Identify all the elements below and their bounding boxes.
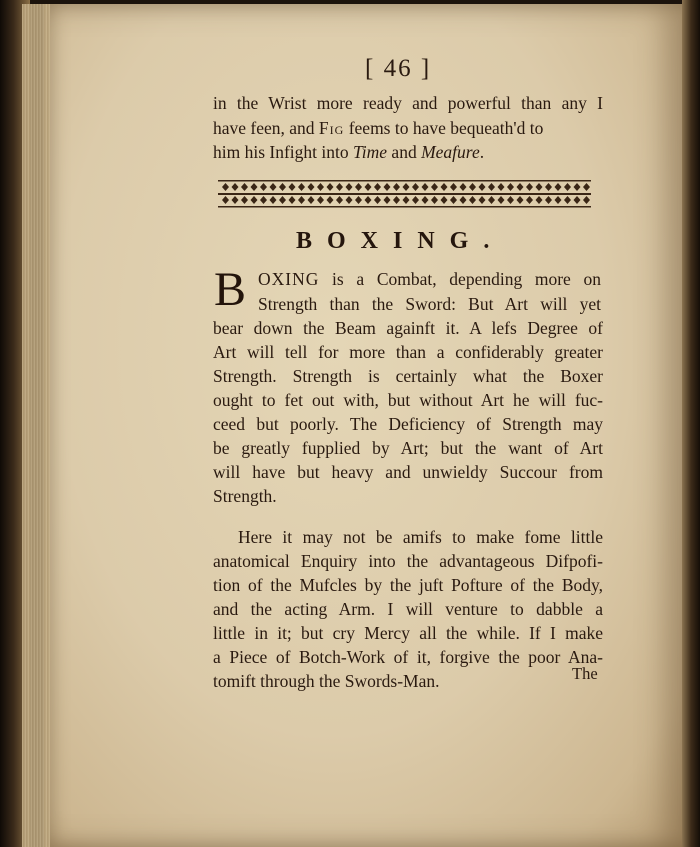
text-line: ceed but poorly. The Deficiency of Strength may xyxy=(213,414,603,434)
ornament-mark xyxy=(384,183,391,191)
ornament-mark xyxy=(441,196,448,204)
ornament-mark xyxy=(251,196,258,204)
ornament-mark xyxy=(374,183,381,191)
ornament-mark xyxy=(317,183,324,191)
text-line: tion of the Mufcles by the juft Pofture of the Body, xyxy=(213,575,603,595)
ornament-mark xyxy=(336,196,343,204)
ornament-mark xyxy=(450,196,457,204)
ornament-mark xyxy=(488,183,495,191)
ornament-mark xyxy=(517,196,524,204)
page-edges xyxy=(22,4,50,847)
text-line: be greatly fupplied by Art; but the want of Art xyxy=(213,438,603,458)
ornament-mark xyxy=(270,183,277,191)
text-fragment: and xyxy=(387,142,422,162)
ornament-mark xyxy=(517,183,524,191)
ornament-mark xyxy=(232,183,239,191)
ornament-mark xyxy=(384,196,391,204)
ornament-mark xyxy=(355,183,362,191)
ornament-mark xyxy=(469,183,476,191)
ornament-mark xyxy=(555,196,562,204)
ornament-mark xyxy=(564,196,571,204)
ornament-mark xyxy=(431,196,438,204)
ornament-mark xyxy=(279,196,286,204)
right-edge-shadow xyxy=(682,0,700,847)
text-line xyxy=(213,141,603,163)
ornament-mark xyxy=(412,196,419,204)
ornament-mark xyxy=(422,183,429,191)
ornament-mark xyxy=(365,183,372,191)
ornament-mark xyxy=(336,183,343,191)
ornament-mark xyxy=(346,196,353,204)
ornament-band xyxy=(218,180,591,208)
ornament-mark xyxy=(450,183,457,191)
ornament-mark xyxy=(507,183,514,191)
ornament-mark xyxy=(403,183,410,191)
ornament-mark xyxy=(346,183,353,191)
ornament-mark xyxy=(460,196,467,204)
ornament-mark xyxy=(479,183,486,191)
name-fig: Fig xyxy=(318,118,345,138)
text-line: Strength. xyxy=(213,486,277,506)
ornament-mark xyxy=(536,196,543,204)
ornament-mark xyxy=(469,196,476,204)
ornament-mark xyxy=(222,196,229,204)
text-line: Strength. Strength is certainly what the Boxer xyxy=(213,366,603,386)
text-line: Art will tell for more than a confiderably greater xyxy=(213,342,603,362)
ornament-mark xyxy=(260,196,267,204)
ornament-mark xyxy=(374,196,381,204)
text-line: ought to fet out with, but without Art he will fuc- xyxy=(213,390,603,410)
ornament-mark xyxy=(298,196,305,204)
text-line: a Piece of Botch-Work of it, forgive the poor Ana- xyxy=(213,647,603,667)
ornament-mark xyxy=(327,183,334,191)
ornament-mark xyxy=(479,196,486,204)
first-word: OXING xyxy=(258,269,320,289)
ornament-mark xyxy=(498,196,505,204)
ornament-mark xyxy=(431,183,438,191)
ornament-mark xyxy=(270,196,277,204)
ornament-mark xyxy=(289,196,296,204)
ornament-mark xyxy=(365,196,372,204)
text-line xyxy=(258,268,601,290)
text-fragment: have feen, and xyxy=(213,118,319,138)
text-line: in the Wrist more ready and powerful than any I xyxy=(213,93,603,113)
ornament-mark xyxy=(403,196,410,204)
ornament-mark xyxy=(241,183,248,191)
ornament-mark xyxy=(327,196,334,204)
ornament-mark xyxy=(555,183,562,191)
ornament-mark xyxy=(289,183,296,191)
drop-cap: B xyxy=(214,263,247,316)
ornament-mark xyxy=(317,196,324,204)
ornament-mark xyxy=(222,183,229,191)
ornament-mark xyxy=(260,183,267,191)
ornament-mark xyxy=(393,183,400,191)
ornament-mark xyxy=(232,196,239,204)
ornament-mark xyxy=(498,183,505,191)
text-fragment: him his Infight into xyxy=(213,142,353,162)
italic-word: Meafure xyxy=(421,142,480,162)
text-line: Here it may not be amifs to make fome little xyxy=(238,527,603,547)
page-number: [ 46 ] xyxy=(365,55,432,82)
ornament-mark xyxy=(355,196,362,204)
ornament-mark xyxy=(279,183,286,191)
text-fragment: is a Combat, depending more on xyxy=(319,269,601,289)
text-line: little in it; but cry Mercy all the while. If I make xyxy=(213,623,603,643)
ornament-mark xyxy=(564,183,571,191)
ornament-mark xyxy=(583,196,590,204)
text-line: anatomical Enquiry into the advantageous Difpofi- xyxy=(213,551,603,571)
ornament-mark xyxy=(441,183,448,191)
text-line: Strength than the Sword: But Art will yet xyxy=(258,294,601,314)
ornament-mark xyxy=(308,196,315,204)
text-line: and the acting Arm. I will venture to dabble a xyxy=(213,599,603,619)
ornament-mark xyxy=(545,183,552,191)
ornament-mark xyxy=(251,183,258,191)
ornament-mark xyxy=(308,183,315,191)
ornament-mark xyxy=(526,196,533,204)
ornament-mark xyxy=(583,183,590,191)
text-line: bear down the Beam againft it. A lefs Degree of xyxy=(213,318,603,338)
catchword: The xyxy=(572,664,598,683)
italic-word: Time xyxy=(353,142,388,162)
ornament-mark xyxy=(393,196,400,204)
ornament-mark xyxy=(545,196,552,204)
ornament-mark xyxy=(526,183,533,191)
ornament-mark xyxy=(412,183,419,191)
text-line xyxy=(213,117,608,139)
ornament-mark xyxy=(422,196,429,204)
section-heading: BOXING. xyxy=(296,228,505,254)
ornament-mark xyxy=(574,183,581,191)
ornament-mark xyxy=(488,196,495,204)
text-fragment: feems to have bequeath'd to xyxy=(344,118,544,138)
text-line: will have but heavy and unwieldy Succour from xyxy=(213,462,603,482)
ornament-mark xyxy=(298,183,305,191)
ornament-mark xyxy=(536,183,543,191)
ornament-mark xyxy=(507,196,514,204)
ornament-mark xyxy=(574,196,581,204)
ornament-mark xyxy=(460,183,467,191)
text-fragment: . xyxy=(479,142,485,162)
text-line: tomift through the Swords-Man. xyxy=(213,671,440,691)
ornament-mark xyxy=(241,196,248,204)
